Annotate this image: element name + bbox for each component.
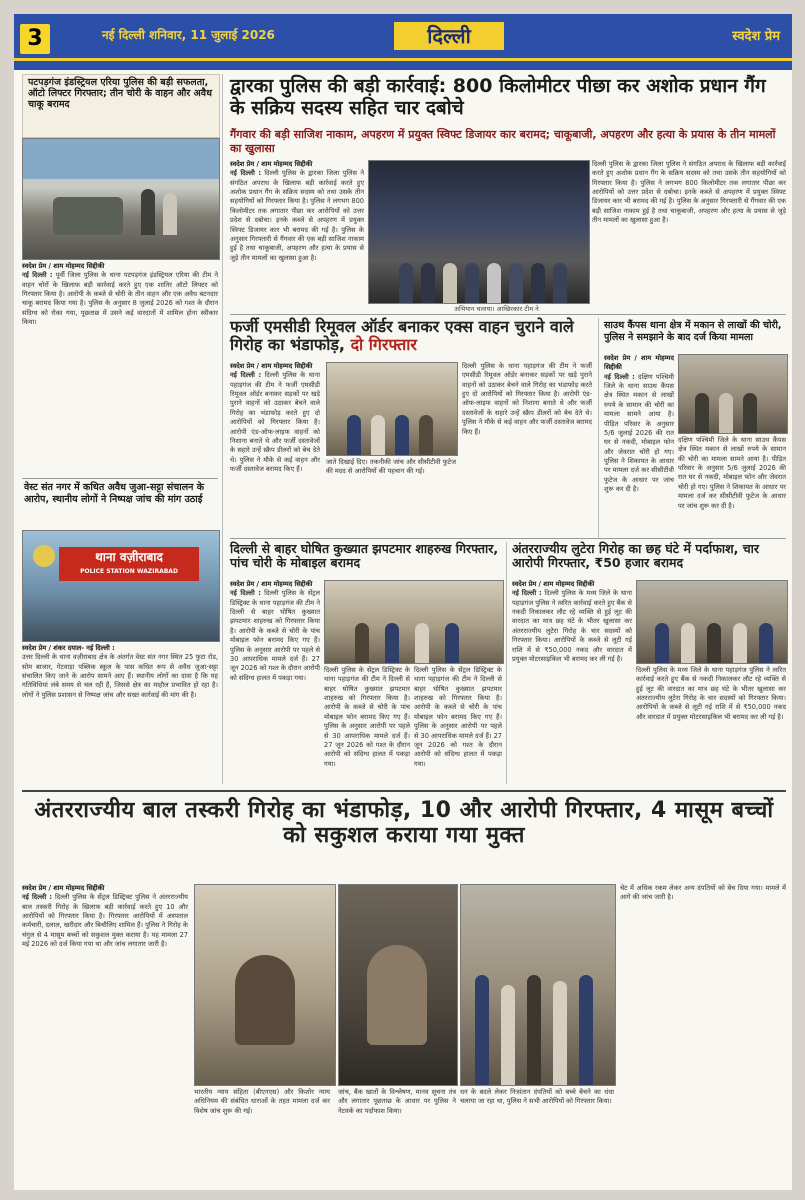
child-trafficking-body-col3 bbox=[338, 1088, 456, 1184]
shahrukh-text-continued-2: दिल्ली पुलिस के सेंट्रल डिस्ट्रिक्ट के थाना पहाड़गंज की टीम ने दिल्ली से बाहर घोषित कुख्यात झपटमार शाहरुख को गिरफ्तार किया है। आरोपी के कब्जे से चोरी के पांच मोबाइल फोन बरामद किए गए हैं। पुलिस के अनुसार आरोपी पर पहले से 30 आपराधिक मामले दर्ज हैं। 27 जून 2026 को गश्त के दौरान आरोपी को संदिग्ध हालत में पकड़ा गया। bbox=[414, 666, 502, 768]
person-shape bbox=[415, 623, 429, 663]
left-bottom-text: उत्तर दिल्ली के थाना वज़ीराबाद क्षेत्र के अंतर्गत वेस्ट संत नगर स्थित 25 फुटा रोड, सोम बाजार, गेटवाड़ा पब्लिक स्कूल के पास कथित रूप से अवैध जुआ-सट्टा संचालित किए जाने के आरोप सामने आए हैं। स्थानीय लोगों का दावा है कि यह गतिविधियां लंबे समय से चल रही हैं, जिससे क्षेत्र का माहौल प्रभावित हो रहा है। लोगों ने पुलिस प्रशासन से निष्पक्ष जांच और सख्त कार्रवाई की मांग की है। bbox=[22, 653, 218, 699]
house-theft-text: दक्षिण पश्चिमी जिले के थाना साउथ कैंपस क्षेत्र स्थित मकान से लाखों रुपये के सामान की चोरी का मामला सामने आया है। पीड़ित परिवार के अनुसार 5/6 जुलाई 2026 की रात घर से नकदी, मोबाइल फोन और जेवरात चोरी हो गए। पुलिस ने शिकायत के आधार पर मामला दर्ज कर सीसीटीवी फुटेज के आधार पर जांच शुरू कर दी है। bbox=[604, 372, 674, 494]
person-shape bbox=[487, 263, 501, 303]
person-shape bbox=[475, 975, 489, 1085]
lead-text: दिल्ली पुलिस के द्वारका जिला पुलिस ने संगठित अपराध के खिलाफ बड़ी कार्रवाई करते हुए अशोक प्रधान गैंग के सक्रिय सदस्य को तथा उसके तीन सहयोगियों को गिरफ्तार किया है। पुलिस ने लगभग 800 किलोमीटर तक लगातार पीछा कर आरोपियों को उत्तर प्रदेश से दबोचा। इनके कब्जे से अपहरण में प्रयुक्त स्विफ्ट डिजायर कार भी बरामद की गई है। पुलिस के अनुसार गिरफ्तारी से गैंगवार की एक बड़ी साजिश नाकाम हुई है तथा चाकूबाजी, अपहरण और हत्या के प्रयास से जुड़े तीन मामलों का खुलासा हुआ है। bbox=[230, 169, 364, 262]
left-top-headline: पटपड़गंज इंडस्ट्रियल एरिया पुलिस की बड़ी सफलता, ऑटो लिफ्टर गिरफ्तार; तीन चोरी के वाहन और अवैध चाकू बरामद bbox=[28, 77, 212, 110]
child-figure bbox=[235, 955, 295, 1045]
house-theft-byline: स्वदेश प्रेम / शाम मोहम्मद सिद्दीकी bbox=[604, 354, 674, 372]
fake-srpm-photo-caption: जाते दिखाई दिए। तकनीकी जांच और सीसीटीवी फुटेज की मदद से आरोपियों की पहचान की गई। bbox=[326, 458, 456, 476]
shahrukh-photo bbox=[324, 580, 504, 664]
lead-body-col2 bbox=[592, 160, 786, 308]
child-trafficking-body-col5 bbox=[620, 884, 786, 1184]
intl-gang-headline: अंतरराज्यीय लुटेरा गिरोह का छह घंटे में पर्दाफाश, चार आरोपी गिरफ्तार, ₹50 हजार बरामद bbox=[512, 541, 760, 571]
child-figure bbox=[367, 945, 427, 1045]
left-top-byline: स्वदेश प्रेम / शाम मोहम्मद सिद्दीकी bbox=[22, 262, 105, 270]
person-shape bbox=[501, 985, 515, 1085]
lead-subhead: गैंगवार की बड़ी साजिश नाकाम, अपहरण में प्रयुक्त स्विफ्ट डिजायर कार बरामद; चाकूबाजी, अपहरण और हत्या के प्रयास के तीन मामलों का खुलासा bbox=[230, 128, 776, 155]
sign-english-text: POLICE STATION WAZIRABAD bbox=[80, 568, 178, 575]
fake-srpm-headline-black: फर्जी एमसीडी रिमूवल ऑर्डर बनाकर एक्स वाहन चुराने वाले गिरोह का भंडाफोड़, bbox=[230, 317, 574, 355]
person-shape bbox=[443, 263, 457, 303]
child-trafficking-body-col4 bbox=[460, 1088, 614, 1184]
child-trafficking-col3: जांच, बैंक खातों के विश्लेषण, मानव सूचना तंत्र और लगातार पूछताछ के आधार पर पुलिस ने नेटवर्क का पर्दाफाश किया। bbox=[338, 1088, 456, 1115]
person-shape bbox=[733, 623, 747, 663]
child-trafficking-text: दिल्ली पुलिस के सेंट्रल डिस्ट्रिक्ट पुलिस ने अंतरराज्यीय बाल तस्करी गिरोह के खिलाफ बड़ी कार्रवाई करते हुए 10 और आरोपियों को गिरफ्तार किया है। गिरफ्तार आरोपियों में अस्पताल कर्मचारी, दलाल, खरीदार और बिचौलिए शामिल हैं। पुलिस ने गिरोह के चंगुल से 4 मासूम बच्चों को सकुशल मुक्त कराया है। यह मामला 27 मई 2026 को दर्ज किया गया था और जांच लगातार जारी है। bbox=[22, 893, 188, 949]
lead-text-continued: दिल्ली पुलिस के द्वारका जिला पुलिस ने संगठित अपराध के खिलाफ बड़ी कार्रवाई करते हुए अशोक प्रधान गैंग के सक्रिय सदस्य को तथा उसके तीन सहयोगियों को गिरफ्तार किया है। पुलिस ने लगभग 800 किलोमीटर तक लगातार पीछा कर आरोपियों को उत्तर प्रदेश से दबोचा। इनके कब्जे से अपहरण में प्रयुक्त स्विफ्ट डिजायर कार भी बरामद की गई है। पुलिस के अनुसार गिरफ्तारी से गैंगवार की एक बड़ी साजिश नाकाम हुई है तथा चाकूबाजी, अपहरण और हत्या के प्रयास से जुड़े तीन मामलों का खुलासा हुआ है। bbox=[592, 160, 786, 225]
header-rule bbox=[14, 58, 792, 61]
intl-gang-text-continued: दिल्ली पुलिस के मध्य जिले के थाना पहाड़गंज पुलिस ने त्वरित कार्रवाई करते हुए बैंक से नकदी निकालकर लौट रहे व्यक्ति से हुई लूट की वारदात का मात्र छह घंटे के भीतर खुलासा कर अंतरराज्यीय लुटेरा गिरोह के चार सदस्यों को गिरफ्तार किया। आरोपियों के कब्जे से लूटी गई राशि में से ₹50,000 नकद और वारदात में प्रयुक्त मोटरसाइकिल भी बरामद कर ली गई है। bbox=[636, 666, 786, 721]
shahrukh-text-continued: दिल्ली पुलिस के सेंट्रल डिस्ट्रिक्ट के थाना पहाड़गंज की टीम ने दिल्ली से बाहर घोषित कुख्यात झपटमार शाहरुख को गिरफ्तार किया है। आरोपी के कब्जे से चोरी के पांच मोबाइल फोन बरामद किए गए हैं। पुलिस के अनुसार आरोपी पर पहले से 30 आपराधिक मामले दर्ज हैं। 27 जून 2026 को गश्त के दौरान आरोपी को संदिग्ध हालत में पकड़ा गया। bbox=[324, 666, 410, 768]
child-trafficking-col5: चेट में अधिक रकम लेकर अन्य दंपतियों को बेच दिया गया। मामले में आगे की जांच जारी है। bbox=[620, 884, 786, 902]
masthead bbox=[14, 14, 792, 70]
person-shape bbox=[553, 981, 567, 1085]
intl-gang-body-col1 bbox=[512, 580, 632, 784]
person-shape bbox=[371, 415, 385, 455]
intl-gang-photo bbox=[636, 580, 788, 664]
person-shape bbox=[655, 623, 669, 663]
vehicle-shape bbox=[53, 197, 123, 235]
sky-area bbox=[23, 139, 219, 179]
police-station-sign bbox=[59, 547, 199, 581]
fake-srpm-body-col1 bbox=[230, 362, 320, 534]
house-theft-photo bbox=[678, 354, 788, 434]
divider bbox=[230, 538, 786, 539]
date-line: नई दिल्ली शनिवार, 11 जुलाई 2026 bbox=[102, 28, 275, 42]
shahrukh-body-col2 bbox=[324, 666, 410, 784]
house-theft-body-col1 bbox=[604, 354, 674, 534]
fake-srpm-text-continued: दिल्ली पुलिस के थाना पहाड़गंज की टीम ने फर्जी एमसीडी रिमूवल ऑर्डर बनाकर सड़कों पर खड़े पुराने वाहनों को उठाकर बेचने वाले गिरोह का भंडाफोड़ करते हुए दो आरोपियों को गिरफ्तार किया है। आरोपी एंड-ऑफ-लाइफ वाहनों को निशाना बनाते थे और फर्जी दस्तावेजों के सहारे उन्हें स्क्रैप डीलरों को बेच देते थे। पुलिस ने मौके से कई वाहन और फर्जी दस्तावेज बरामद किए हैं। bbox=[462, 362, 592, 436]
person-shape bbox=[681, 623, 695, 663]
house-theft-dateline: नई दिल्ली : bbox=[604, 372, 635, 381]
child-photo-3 bbox=[460, 884, 616, 1086]
lead-photo bbox=[368, 160, 590, 304]
fake-srpm-photo bbox=[326, 362, 458, 456]
column-divider bbox=[598, 318, 599, 538]
intl-gang-text: दिल्ली पुलिस के मध्य जिले के थाना पहाड़गंज पुलिस ने त्वरित कार्रवाई करते हुए बैंक से नकदी निकालकर लौट रहे व्यक्ति से हुई लूट की वारदात का मात्र छह घंटे के भीतर खुलासा कर अंतरराज्यीय लुटेरा गिरोह के चार सदस्यों को गिरफ्तार किया। आरोपियों के कब्जे से लूटी गई राशि में से ₹50,000 नकद और वारदात में प्रयुक्त मोटरसाइकिल भी बरामद कर ली गई है। bbox=[512, 589, 632, 663]
person-shape bbox=[759, 623, 773, 663]
left-bottom-kicker: वेस्ट संत नगर में कथित अवैध जुआ-सट्टा संचालन के आरोप, स्थानीय लोगों ने निष्पक्ष जांच की मांग उठाई bbox=[24, 482, 205, 505]
person-shape bbox=[707, 623, 721, 663]
person-shape bbox=[719, 393, 733, 433]
shahrukh-text: दिल्ली पुलिस के सेंट्रल डिस्ट्रिक्ट के थाना पहाड़गंज की टीम ने दिल्ली से बाहर घोषित कुख्यात झपटमार शाहरुख को गिरफ्तार किया है। आरोपी के कब्जे से चोरी के पांच मोबाइल फोन बरामद किए गए हैं। पुलिस के अनुसार आरोपी पर पहले से 30 आपराधिक मामले दर्ज हैं। 27 जून 2026 को गश्त के दौरान आरोपी को संदिग्ध हालत में पकड़ा गया। bbox=[230, 589, 320, 682]
lead-byline: स्वदेश प्रेम / शाम मोहम्मद सिद्दीकी bbox=[230, 160, 313, 168]
brand-name: स्वदेश प्रेम bbox=[732, 29, 780, 44]
police-badge-icon bbox=[33, 545, 55, 567]
person-shape bbox=[445, 623, 459, 663]
child-trafficking-col2: भारतीय न्याय संहिता (बीएनएस) और किशोर न्याय अधिनियम की संबंधित धाराओं के तहत मामला दर्ज कर विशेष जांच शुरू की गई। bbox=[194, 1088, 330, 1115]
person-shape bbox=[419, 415, 433, 455]
child-trafficking-byline: स्वदेश प्रेम / शाम मोहम्मद सिद्दीकी bbox=[22, 884, 105, 892]
person-shape-2 bbox=[163, 193, 177, 235]
divider bbox=[22, 478, 218, 479]
sign-hindi-text: थाना वज़ीराबाद bbox=[95, 550, 163, 564]
fake-srpm-body-col2 bbox=[326, 458, 456, 534]
fake-srpm-text: दिल्ली पुलिस के थाना पहाड़गंज की टीम ने फर्जी एमसीडी रिमूवल ऑर्डर बनाकर सड़कों पर खड़े पुराने वाहनों को उठाकर बेचने वाले गिरोह का भंडाफोड़ करते हुए दो आरोपियों को गिरफ्तार किया है। आरोपी एंड-ऑफ-लाइफ वाहनों को निशाना बनाते थे और फर्जी दस्तावेजों के सहारे उन्हें स्क्रैप डीलरों को बेच देते थे। पुलिस ने मौके से कई वाहन और फर्जी दस्तावेज बरामद किए हैं। bbox=[230, 371, 320, 473]
child-trafficking-dateline: नई दिल्ली : bbox=[22, 893, 53, 902]
police-station-photo bbox=[22, 530, 220, 642]
person-shape bbox=[421, 263, 435, 303]
child-trafficking-headline: अंतरराज्यीय बाल तस्करी गिरोह का भंडाफोड़, 10 और आरोपी गिरफ्तार, 4 मासूम बच्चों को सकुशल कराया गया मुक्त bbox=[34, 798, 774, 849]
left-top-dateline: नई दिल्ली : bbox=[22, 271, 53, 280]
child-photo-1 bbox=[194, 884, 336, 1086]
column-divider bbox=[506, 542, 507, 784]
fake-srpm-body-col3 bbox=[462, 362, 592, 534]
person-shape bbox=[527, 975, 541, 1085]
lead-body-col1 bbox=[230, 160, 364, 308]
person-shape bbox=[465, 263, 479, 303]
left-top-body bbox=[22, 262, 218, 476]
shahrukh-body-col3 bbox=[414, 666, 502, 784]
left-bottom-byline: स्वदेश प्रेम / शंकर दयाल- नई दिल्ली : bbox=[22, 644, 115, 652]
person-shape bbox=[141, 189, 155, 235]
person-shape bbox=[347, 415, 361, 455]
child-trafficking-body-col1 bbox=[22, 884, 188, 1184]
intl-gang-dateline: नई दिल्ली : bbox=[512, 589, 542, 598]
shahrukh-byline: स्वदेश प्रेम / शाम मोहम्मद सिद्दीकी bbox=[230, 580, 313, 588]
person-shape bbox=[695, 393, 709, 433]
person-shape bbox=[355, 623, 369, 663]
shahrukh-body-col1 bbox=[230, 580, 320, 784]
person-shape bbox=[395, 415, 409, 455]
person-shape bbox=[385, 623, 399, 663]
column-divider bbox=[222, 74, 223, 784]
person-shape bbox=[579, 975, 593, 1085]
fake-srpm-headline bbox=[230, 318, 600, 355]
person-shape bbox=[399, 263, 413, 303]
child-trafficking-body-col2 bbox=[194, 1088, 330, 1184]
child-photo-2 bbox=[338, 884, 458, 1086]
intl-gang-byline: स्वदेश प्रेम / शाम मोहम्मद सिद्दीकी bbox=[512, 580, 595, 588]
left-top-text: पूर्वी जिला पुलिस के थाना पटपड़गंज इंडस्ट्रियल एरिया की टीम ने वाहन चोरों के खिलाफ बड़ी कार्रवाई करते हुए एक शातिर ऑटो लिफ्टर को गिरफ्तार किया है। आरोपी के कब्जे से चोरी के तीन वाहन और एक अवैध बटनदार चाकू बरामद किया गया है। पुलिस के अनुसार 8 जुलाई 2026 को गश्त के दौरान संदिग्ध को रोका गया, पूछताछ में उसने कई वारदातों में शामिल होना स्वीकार किया। bbox=[22, 271, 218, 327]
lead-headline: द्वारका पुलिस की बड़ी कार्रवाई: 800 किलोमीटर पीछा कर अशोक प्रधान गैंग के सक्रिय सदस्य सहित चार दबोचे bbox=[230, 75, 766, 119]
left-top-photo bbox=[22, 138, 220, 260]
person-shape bbox=[743, 393, 757, 433]
fake-srpm-byline: स्वदेश प्रेम / शाम मोहम्मद सिद्दीकी bbox=[230, 362, 313, 370]
person-shape bbox=[553, 263, 567, 303]
page-number: 3 bbox=[20, 24, 50, 54]
divider bbox=[230, 314, 786, 315]
fake-srpm-headline-red: दो गिरफ्तार bbox=[350, 335, 417, 355]
lead-photo-caption: अभियान चलाया। आखिरकार टीम ने bbox=[454, 305, 539, 313]
person-shape bbox=[531, 263, 545, 303]
shahrukh-headline: दिल्ली से बाहर घोषित कुख्यात झपटमार शाहरुख गिरफ्तार, पांच चोरी के मोबाइल बरामद bbox=[230, 541, 499, 571]
lead-dateline: नई दिल्ली : bbox=[230, 169, 261, 178]
left-bottom-body bbox=[22, 644, 218, 786]
house-theft-text-continued: दक्षिण पश्चिमी जिले के थाना साउथ कैंपस क्षेत्र स्थित मकान से लाखों रुपये के सामान की चोरी का मामला सामने आया है। पीड़ित परिवार के अनुसार 5/6 जुलाई 2026 की रात घर से नकदी, मोबाइल फोन और जेवरात चोरी हो गए। पुलिस ने शिकायत के आधार पर मामला दर्ज कर सीसीटीवी फुटेज के आधार पर जांच शुरू कर दी है। bbox=[678, 436, 786, 510]
house-theft-kicker: साउथ कैंपस थाना क्षेत्र में मकान से लाखों की चोरी, पुलिस ने समझाने के बाद दर्ज किया मामला bbox=[604, 320, 782, 343]
divider bbox=[22, 790, 786, 792]
city-section-label: दिल्ली bbox=[394, 22, 504, 50]
child-trafficking-col4: धन के बदले लेकर निःसंतान दंपतियों को बच्चे बेचने का धंधा चलाया जा रहा था, पुलिस ने सभी आरोपियों को गिरफ्तार किया। bbox=[460, 1088, 614, 1106]
shahrukh-dateline: नई दिल्ली : bbox=[230, 589, 261, 598]
person-shape bbox=[509, 263, 523, 303]
intl-gang-body-col2 bbox=[636, 666, 786, 784]
newspaper-page bbox=[14, 14, 792, 1190]
fake-srpm-dateline: नई दिल्ली : bbox=[230, 371, 262, 380]
house-theft-body-col2 bbox=[678, 436, 786, 534]
